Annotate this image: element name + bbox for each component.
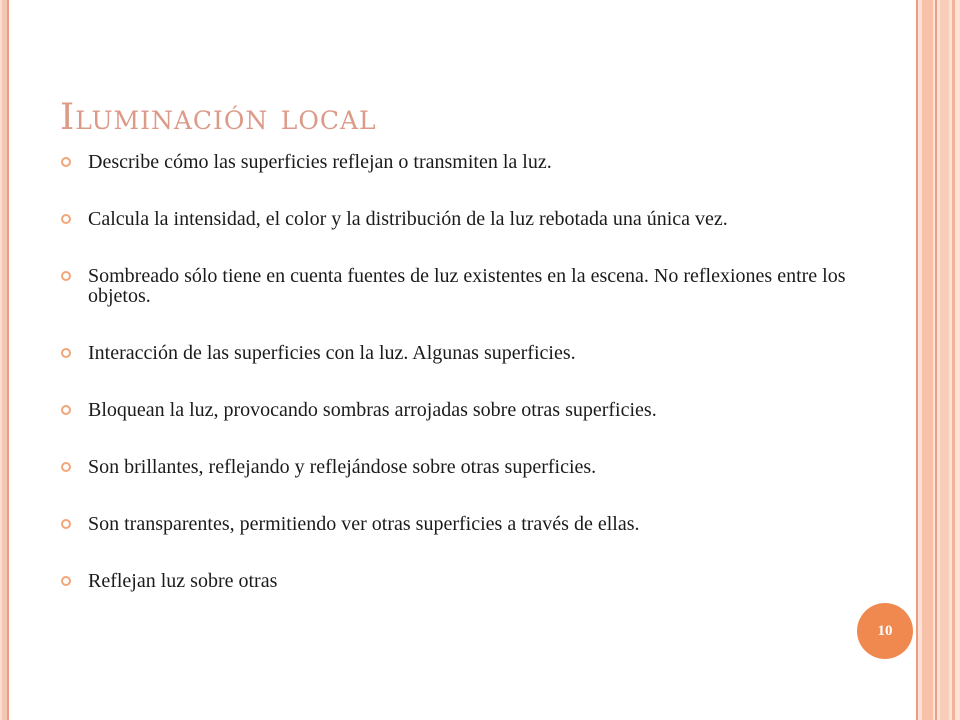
bullet-circle-icon [61,576,71,586]
stripe [916,0,918,720]
bullet-text: Calcula la intensidad, el color y la distribución de la luz rebotada una única vez. [88,208,728,230]
bullet-item [60,457,860,477]
bullet-item [60,209,860,229]
bullet-item [60,266,860,306]
bullet-circle-icon [61,214,71,224]
stripe [935,0,937,720]
bullet-item [60,514,860,534]
bullet-circle-icon [61,271,71,281]
bullet-text: Son transparentes, permitiendo ver otras superficies a través de ellas. [88,513,640,535]
bullet-list [60,152,860,591]
bullet-circle-icon [61,157,71,167]
bullet-text: Reflejan luz sobre otras [88,570,278,592]
bullet-item [60,571,860,591]
left-border-decoration [0,0,9,720]
bullet-item [60,343,860,363]
slide-title: Iluminación local [60,97,377,138]
bullet-circle-icon [61,348,71,358]
right-stripe-decoration [916,0,960,720]
bullet-text: Sombreado sólo tiene en cuenta fuentes de luz existentes en la escena. No reflexiones entre los objetos. [88,265,846,307]
bullet-text: Interacción de las superficies con la luz. Algunas superficies. [88,342,576,364]
bullet-circle-icon [61,405,71,415]
bullet-item [60,400,860,420]
stripe [952,0,955,720]
page-number-badge: 10 [857,603,913,659]
bullet-circle-icon [61,462,71,472]
bullet-text: Describe cómo las superficies reflejan o transmiten la luz. [88,151,552,173]
stripe [922,0,933,720]
bullet-item [60,152,860,172]
bullet-text: Bloquean la luz, provocando sombras arrojadas sobre otras superficies. [88,399,657,421]
bullet-text: Son brillantes, reflejando y reflejándose sobre otras superficies. [88,456,597,478]
stripe [940,0,949,720]
bullet-circle-icon [61,519,71,529]
